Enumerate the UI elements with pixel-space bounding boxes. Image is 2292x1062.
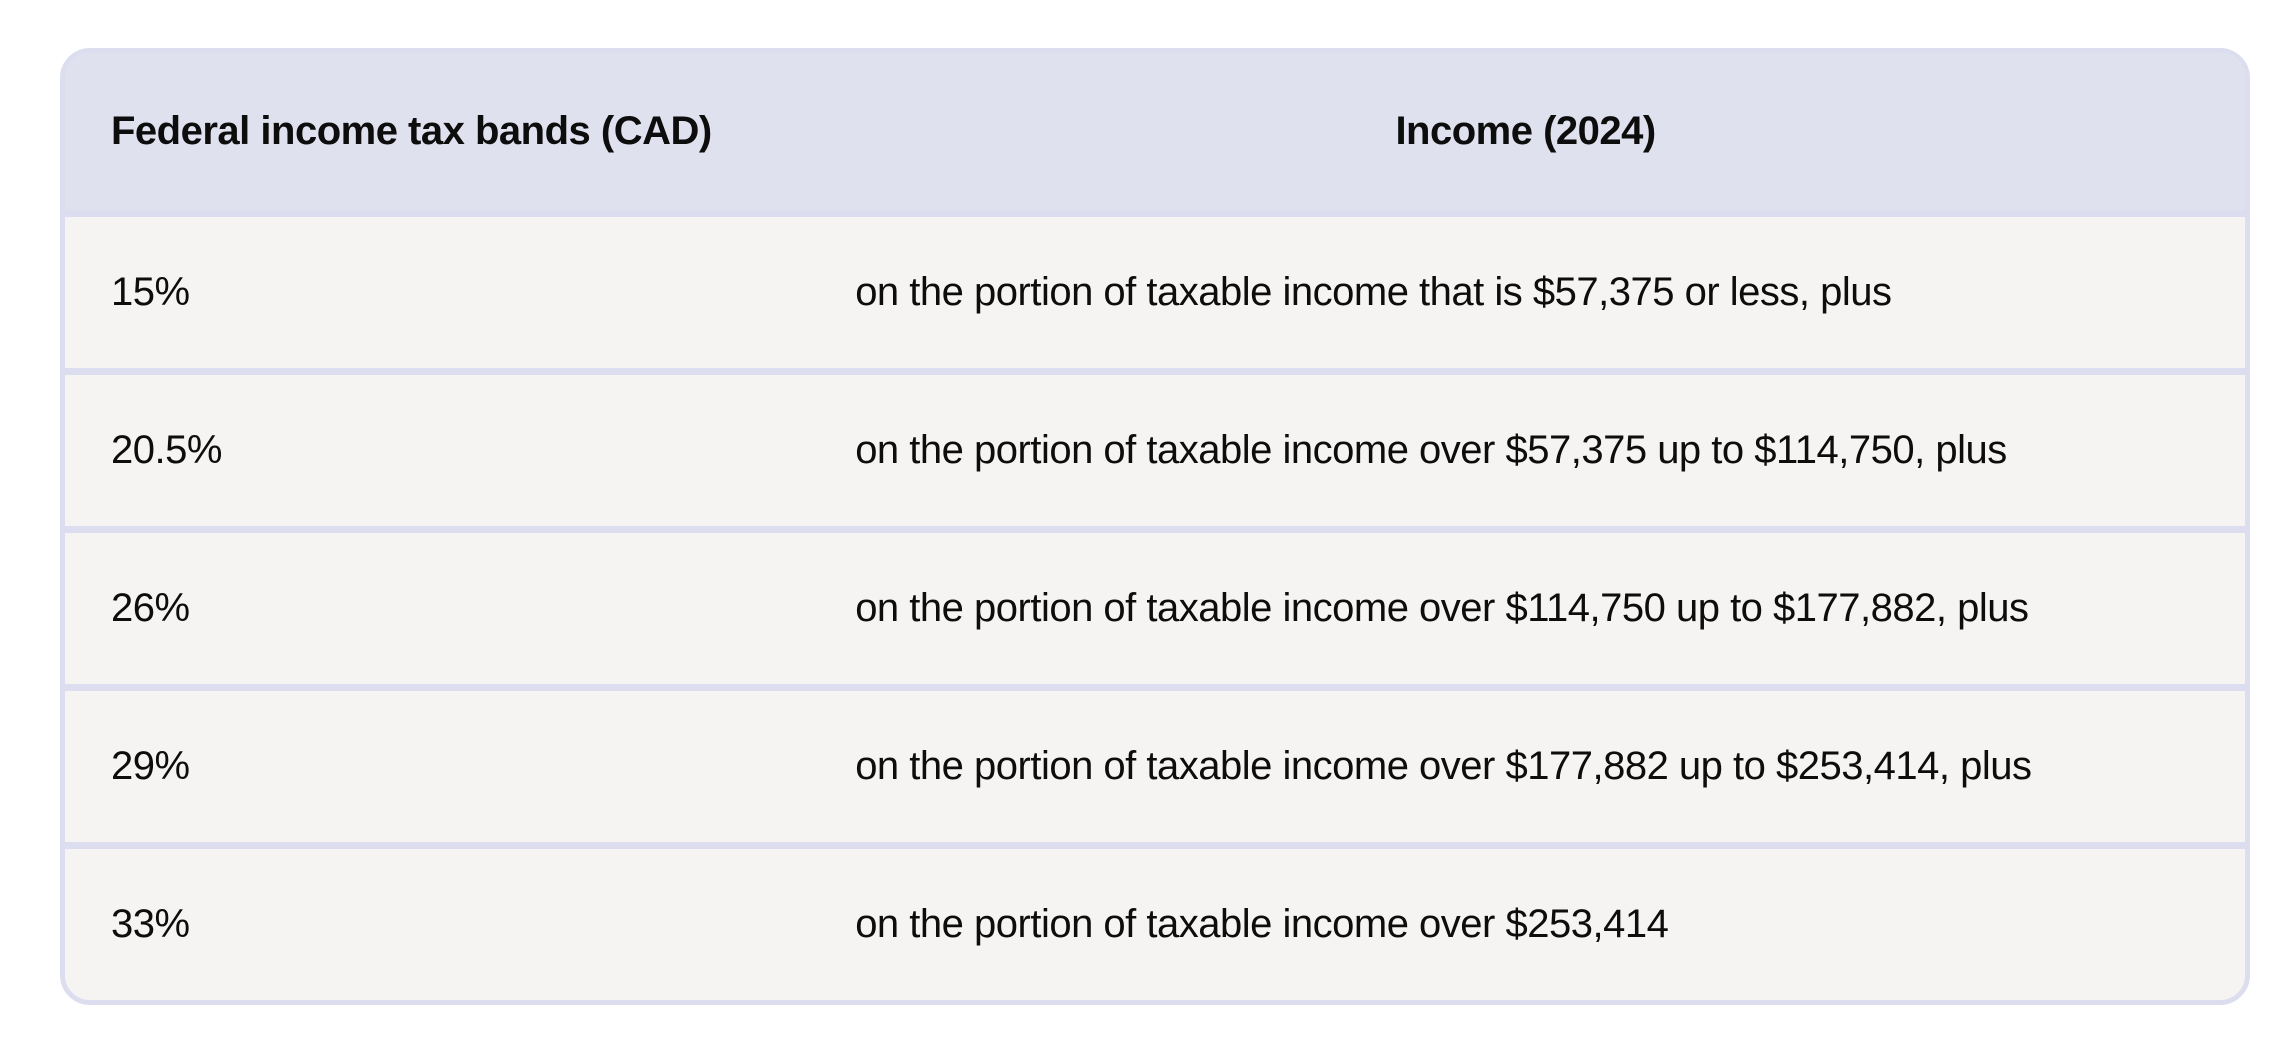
income-cell: on the portion of taxable income over $253,414 — [855, 902, 1669, 946]
income-cell: on the portion of taxable income over $114,750 up to $177,882, plus — [855, 586, 2029, 630]
rate-cell: 20.5% — [111, 428, 222, 472]
table-row — [65, 684, 2245, 842]
header-rate-column: Federal income tax bands (CAD) — [111, 109, 712, 153]
rate-cell: 26% — [111, 586, 190, 630]
table-header-row — [65, 53, 2245, 210]
header-income-column: Income (2024) — [1395, 109, 1656, 153]
rate-cell: 33% — [111, 902, 190, 946]
table-row — [65, 842, 2245, 1000]
table-row — [65, 526, 2245, 684]
income-cell: on the portion of taxable income over $57,375 up to $114,750, plus — [855, 428, 2007, 472]
rate-cell: 29% — [111, 744, 190, 788]
income-cell: on the portion of taxable income over $177,882 up to $253,414, plus — [855, 744, 2032, 788]
table-row — [65, 368, 2245, 526]
income-cell: on the portion of taxable income that is $57,375 or less, plus — [855, 270, 1892, 314]
rate-cell: 15% — [111, 270, 190, 314]
tax-bands-table — [60, 48, 2250, 1005]
table-row — [65, 210, 2245, 368]
